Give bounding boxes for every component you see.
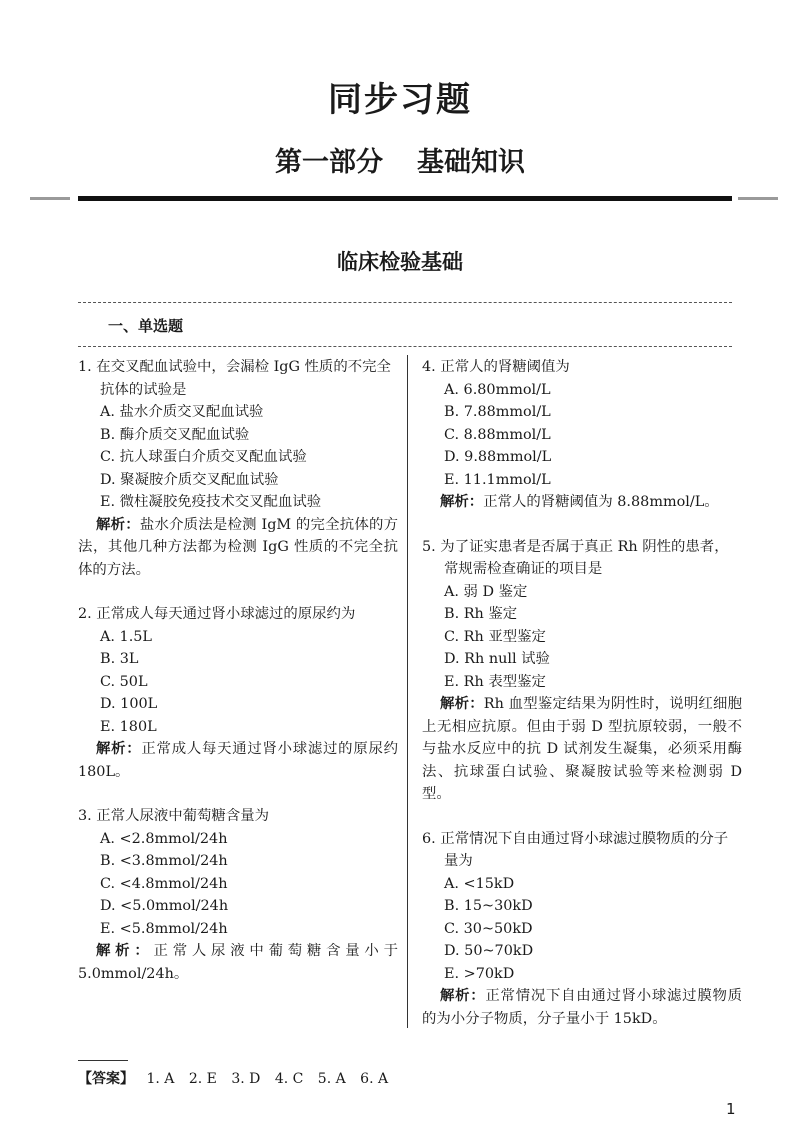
option-c: C. <4.8mmol/24h [100,875,228,892]
explanation-text: 正常成人每天通过肾小球滤过的原尿约 180L。 [78,741,398,780]
explanation-text: Rh 血型鉴定结果为阴性时，说明红细胞上无相应抗原。但由于弱 D 型抗原较弱，一般不与盐水反应中的抗 D 试剂发生凝集，必须采用酶法、抗球蛋白试验、聚凝胺试验等来检测弱 D 型。 [422,696,742,802]
answer-item: 3. D [231,1071,261,1087]
answers-divider [78,1060,128,1061]
question-6 [422,828,742,1031]
option-b: B. 酶介质交叉配血试验 [100,426,250,443]
explanation-text: 正常人的肾糖阈值为 8.88mmol/L。 [483,494,719,510]
option-a: A. 盐水介质交叉配血试验 [100,404,264,420]
option-e: E. 11.1mmol/L [444,471,551,488]
option-a: A. 1.5L [100,628,152,645]
answer-item: 1. A [146,1071,175,1087]
right-column [422,356,742,1030]
option-a: A. <15kD [444,875,515,892]
question-stem: 6. 正常情况下自由通过肾小球滤过膜物质的分子量为 [422,830,729,869]
explanation [78,514,398,582]
question-stem: 3. 正常人尿液中葡萄糖含量为 [78,808,269,824]
question-stem: 1. 在交叉配血试验中，会漏检 IgG 性质的不完全抗体的试验是 [78,359,391,398]
option-b: B. 3L [100,651,139,667]
option-c: C. 30~50kD [444,920,533,937]
part-heading [0,140,800,179]
question-3 [78,805,398,985]
answer-item: 2. E [188,1071,217,1087]
explanation [422,693,742,806]
header-divider [78,196,732,201]
explanation [422,985,742,1030]
dashed-divider-top [78,302,732,303]
answer-key [78,1068,398,1088]
option-b: B. Rh 鉴定 [444,606,518,622]
question-stem: 4. 正常人的肾糖阈值为 [422,359,570,375]
explanation-label: 解析： [96,741,142,757]
option-c: C. Rh 亚型鉴定 [444,628,546,645]
question-5 [422,536,742,806]
option-e: E. 微柱凝胶免疫技术交叉配血试验 [100,494,322,510]
section-title: 临床检验基础 [337,250,463,274]
answer-key-label: 【答案】 [78,1071,134,1087]
option-d: D. 9.88mmol/L [444,449,552,465]
question-2 [78,603,398,783]
part-name: 基础知识 [417,147,525,178]
option-c: C. 8.88mmol/L [444,426,551,443]
option-c: C. 抗人球蛋白介质交叉配血试验 [100,449,307,465]
explanation-label: 解析： [96,516,140,533]
question-1 [78,356,398,581]
column-divider [407,355,408,1028]
option-d: D. 50~70kD [444,943,534,959]
question-stem: 5. 为了证实患者是否属于真正 Rh 阴性的患者，常规需检查确证的项目是 [422,538,729,577]
page-number: 1 [726,1100,736,1118]
dashed-divider-bottom [78,346,732,347]
question-type-heading: 一、单选题 [108,317,184,335]
option-e: E. 180L [100,718,157,735]
explanation [78,738,398,783]
explanation-text: 正常情况下自由通过肾小球滤过膜物质的为小分子物质，分子量小于 15kD。 [422,988,742,1027]
left-column [78,356,398,985]
answer-item: 6. A [360,1071,389,1087]
answer-item: 4. C [274,1071,304,1087]
option-b: B. 7.88mmol/L [444,404,551,420]
option-d: D. <5.0mmol/24h [100,898,229,914]
explanation-text: 盐水介质法是检测 IgM 的完全抗体的方法，其他几种方法都为检测 IgG 性质的不完全抗体的方法。 [78,516,398,578]
option-d: D. 100L [100,696,158,712]
explanation-text: 正常人尿液中葡萄糖含量小于 5.0mmol/24h。 [78,943,398,982]
option-d: D. Rh null 试验 [444,651,550,667]
explanation-label: 解析： [96,943,154,959]
option-a: A. <2.8mmol/24h [100,830,228,847]
option-b: B. <3.8mmol/24h [100,853,228,869]
explanation [78,940,398,985]
explanation-label: 解析： [440,494,484,510]
option-e: E. >70kD [444,965,515,982]
answer-item: 5. A [317,1071,346,1087]
option-e: E. <5.8mmol/24h [100,920,228,937]
option-d: D. 聚凝胺介质交叉配血试验 [100,471,279,488]
option-b: B. 15~30kD [444,898,533,914]
explanation [422,491,742,514]
part-label: 第一部分 [275,147,383,178]
option-e: E. Rh 表型鉴定 [444,673,546,690]
question-4 [422,356,742,514]
page-title: 同步习题 [328,80,472,120]
explanation-label: 解析： [440,988,486,1004]
decorative-rule-left [30,197,70,200]
option-c: C. 50L [100,673,148,690]
option-a: A. 弱 D 鉴定 [444,583,528,600]
decorative-rule-right [738,197,778,200]
question-stem: 2. 正常成人每天通过肾小球滤过的原尿约为 [78,606,356,622]
explanation-label: 解析： [440,696,484,712]
option-a: A. 6.80mmol/L [444,381,551,398]
